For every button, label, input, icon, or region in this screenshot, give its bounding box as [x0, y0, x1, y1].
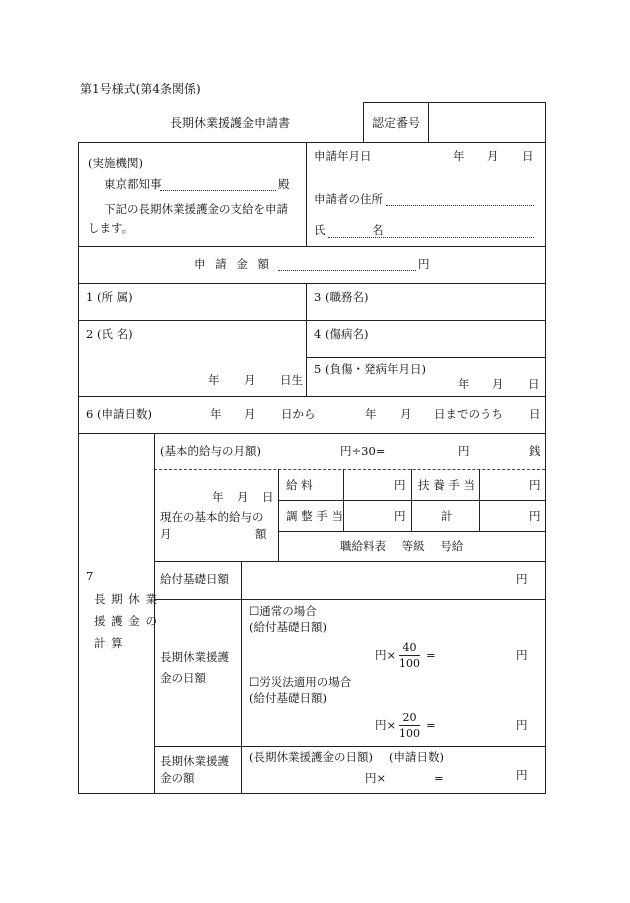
- vline-4: [278, 469, 279, 561]
- days-until: 日までのうち: [434, 407, 503, 421]
- vline-1: [306, 142, 307, 246]
- addressee-underline: [160, 190, 276, 191]
- total-yen: 円: [529, 509, 541, 523]
- cert-box-divider: [428, 102, 429, 142]
- labor-case-checkbox[interactable]: ☐労災法適用の場合: [249, 675, 352, 689]
- daily-amount-label-2: 金の日額: [160, 671, 206, 685]
- rule-7: [78, 433, 545, 434]
- injury-month: 月: [492, 377, 504, 391]
- labor-basis-label: (給付基礎日額): [249, 691, 327, 705]
- vline-2: [306, 283, 307, 396]
- rule-10: [154, 561, 545, 562]
- date-year: 年: [453, 149, 465, 163]
- days-from-year: 年: [210, 407, 222, 421]
- allowance-formula-days: (申請日数): [389, 750, 444, 764]
- field-name: 2 (氏 名): [86, 327, 133, 341]
- field-illness: 4 (傷病名): [314, 327, 369, 341]
- days-from-month: 月: [244, 407, 256, 421]
- allowance-total-label-1: 長期休業援護: [160, 754, 229, 768]
- rule-1: [78, 142, 545, 143]
- normal-yen-times: 円×: [375, 648, 397, 662]
- form-title: 長期休業援護金申請書: [170, 116, 291, 130]
- days-unit: 日: [529, 407, 541, 421]
- cert-number-field[interactable]: [430, 104, 543, 140]
- grade-line: 職給料表 等級 号給: [340, 539, 464, 553]
- normal-rate-denominator: 100: [399, 657, 420, 670]
- current-salary-label-2: 月: [160, 527, 172, 541]
- dependents-label: 扶 養 手 当: [418, 478, 475, 492]
- address-input-line[interactable]: [386, 205, 534, 206]
- injury-day: 日: [528, 377, 540, 391]
- rule-dashed: [154, 469, 545, 470]
- allowance-yen-times: 円×: [365, 771, 387, 785]
- addressee: 東京都知事: [104, 177, 162, 191]
- salary-label: 給 料: [286, 478, 313, 492]
- labor-yen-times: 円×: [375, 718, 397, 732]
- cert-box-top: [363, 102, 545, 103]
- labor-yen: 円: [516, 718, 528, 732]
- birth-suffix: 日生: [280, 373, 303, 387]
- vline-7: [479, 469, 480, 531]
- field-job-title: 3 (職務名): [314, 290, 369, 304]
- vline-3: [154, 433, 155, 793]
- rule-2: [78, 246, 545, 247]
- date-month: 月: [487, 149, 499, 163]
- monthly-formula: 円÷30=: [340, 444, 386, 458]
- date-day: 日: [522, 149, 534, 163]
- name-input-line[interactable]: [328, 237, 534, 238]
- rule-3: [78, 283, 545, 284]
- days-to-month: 月: [400, 407, 412, 421]
- field-affiliation: 1 (所 属): [86, 290, 133, 304]
- rule-12: [154, 746, 545, 747]
- address-label: 申請者の住所: [314, 192, 383, 206]
- current-salary-label-1: 現在の基本的給与の: [160, 510, 264, 524]
- normal-equals: =: [426, 648, 436, 662]
- cert-box-left: [363, 102, 364, 142]
- calc-number: 7: [86, 569, 94, 583]
- allowance-yen: 円: [516, 768, 528, 782]
- current-salary-label-3: 額: [255, 527, 267, 541]
- application-date-label: 申請年月日: [314, 149, 372, 163]
- rule-9: [278, 531, 545, 532]
- allowance-total-label-2: 金の額: [160, 771, 195, 785]
- rule-4: [78, 320, 545, 321]
- cert-number-label: 認定番号: [372, 116, 421, 130]
- current-day: 日: [262, 490, 274, 504]
- daily-amount-label-1: 長期休業援護: [160, 650, 229, 664]
- birth-month: 月: [244, 373, 256, 387]
- requested-amount-unit: 円: [418, 257, 430, 271]
- allowance-equals: =: [434, 771, 444, 785]
- monthly-salary-label: (基本的給与の月額): [160, 444, 261, 458]
- name-label-2: 名: [372, 223, 384, 237]
- labor-equals: =: [426, 718, 436, 732]
- injury-year: 年: [458, 377, 470, 391]
- monthly-yen: 円: [458, 444, 470, 458]
- vline-5: [343, 469, 344, 531]
- requested-amount-label: 申 請 金 額: [194, 257, 272, 271]
- adjustment-label: 調 整 手 当: [286, 509, 343, 523]
- daily-base-yen: 円: [516, 572, 528, 586]
- normal-yen: 円: [516, 648, 528, 662]
- vline-6: [411, 469, 412, 531]
- birth-year: 年: [208, 373, 220, 387]
- normal-case-checkbox[interactable]: ☐通常の場合: [249, 604, 317, 618]
- days-to-year: 年: [365, 407, 377, 421]
- total-label: 計: [441, 509, 453, 523]
- normal-rate-numerator: 40: [399, 642, 420, 656]
- monthly-sen: 銭: [529, 444, 541, 458]
- adjustment-yen: 円: [394, 509, 406, 523]
- name-label-1: 氏: [314, 223, 326, 237]
- salary-yen: 円: [394, 478, 406, 492]
- request-text-1: 下記の長期休業援護金の支給を申請: [104, 202, 288, 216]
- calc-title-2: 援 護 金 の: [94, 614, 158, 628]
- labor-rate-denominator: 100: [399, 727, 420, 740]
- rule-6: [78, 396, 545, 397]
- agency-label: (実施機関): [88, 156, 143, 170]
- labor-rate-numerator: 20: [399, 712, 420, 726]
- daily-base-label: 給付基礎日額: [160, 572, 229, 586]
- labor-rate-fraction: [399, 712, 420, 739]
- request-text-2: します。: [88, 221, 134, 235]
- rule-bottom: [78, 793, 545, 794]
- table-right-border: [545, 102, 546, 794]
- dependents-yen: 円: [529, 478, 541, 492]
- requested-amount-line[interactable]: [278, 270, 416, 271]
- current-month: 月: [237, 490, 249, 504]
- calc-title-1: 長 期 休 業: [94, 592, 158, 606]
- field-requested-days: 6 (申請日数): [86, 407, 152, 421]
- allowance-formula-daily: (長期休業援護金の日額): [249, 750, 373, 764]
- form-number: 第1号様式(第4条関係): [80, 82, 201, 96]
- calc-title-3: 計 算: [94, 636, 124, 650]
- current-year: 年: [212, 490, 224, 504]
- rule-5: [306, 357, 545, 358]
- honorific: 殿: [278, 177, 290, 191]
- normal-basis-label: (給付基礎日額): [249, 620, 327, 634]
- field-injury-date: 5 (負傷・発病年月日): [314, 362, 426, 376]
- rule-11: [154, 599, 545, 600]
- days-from: 日から: [281, 407, 316, 421]
- vline-8: [241, 561, 242, 793]
- normal-rate-fraction: [399, 642, 420, 669]
- table-left-border: [78, 142, 79, 794]
